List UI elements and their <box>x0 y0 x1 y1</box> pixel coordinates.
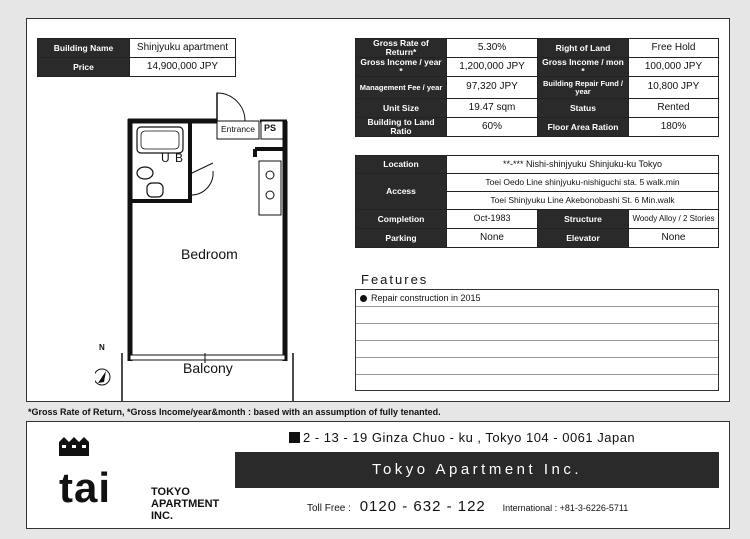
status: Rented <box>629 99 719 118</box>
gross-income-year: 1,200,000 JPY <box>447 58 538 77</box>
features-box <box>355 289 719 391</box>
entrance-door-swing <box>217 93 245 121</box>
international-number: International : +81-3-6226-5711 <box>502 503 629 513</box>
location: **-*** Nishi-shinjyuku Shinjuku-ku Tokyo <box>447 156 719 174</box>
far-label: Floor Area Ration <box>538 118 629 137</box>
far: 180% <box>629 118 719 137</box>
bath-door-swing <box>192 163 213 195</box>
stove <box>266 171 274 179</box>
btl-ratio: 60% <box>447 118 538 137</box>
feature-empty-row <box>356 341 718 358</box>
specs-table <box>355 38 719 137</box>
repair-fund: 10,800 JPY <box>629 77 719 99</box>
footnote: *Gross Rate of Return, *Gross Income/year&month : based with an assumption of fully tenanted. <box>28 407 441 417</box>
unit-size: 19.47 sqm <box>447 99 538 118</box>
summary-table <box>37 38 236 77</box>
right-of-land: Free Hold <box>629 39 719 58</box>
toll-free-number: 0120 - 632 - 122 <box>359 498 486 515</box>
ps-label: PS <box>264 123 277 133</box>
feature-text: Repair construction in 2015 <box>371 293 481 303</box>
feature-empty-row <box>356 324 718 341</box>
gross-income-mon: 100,000 JPY <box>629 58 719 77</box>
brand-name: TOKYO APARTMENT INC. <box>151 486 220 522</box>
toilet <box>147 183 163 197</box>
feature-item <box>356 290 718 307</box>
elevator-label: Elevator <box>538 229 629 248</box>
building-name-label: Building Name <box>38 39 130 58</box>
buildings-icon <box>59 436 89 456</box>
north-label: N <box>99 343 105 352</box>
bedroom-label: Bedroom <box>181 246 238 262</box>
unit-size-label: Unit Size <box>356 99 447 118</box>
logo-text: tai <box>59 464 112 511</box>
access-line-1: Toei Oedo Line shinjyuku-nishiguchi sta. 5 walk.min <box>447 174 719 192</box>
toll-free-label: Toll Free : <box>307 503 351 514</box>
mgmt-fee-label: Management Fee / year <box>356 77 447 99</box>
balcony-label: Balcony <box>183 360 233 376</box>
ub-label: U B <box>161 151 185 165</box>
btl-ratio-label: Building to Land Ratio <box>356 118 447 137</box>
completion-label: Completion <box>356 210 447 229</box>
gross-rate-label: Gross Rate of Return* <box>356 39 447 58</box>
status-label: Status <box>538 99 629 118</box>
structure-label: Structure <box>538 210 629 229</box>
feature-empty-row <box>356 307 718 324</box>
repair-fund-label: Building Repair Fund / year <box>538 77 629 99</box>
contact-info <box>307 498 628 515</box>
kitchen-wall <box>255 149 287 157</box>
company-name-bar: Tokyo Apartment Inc. <box>235 452 719 488</box>
completion: Oct-1983 <box>447 210 538 229</box>
building-name: Shinjyuku apartment <box>130 39 236 58</box>
elevator: None <box>629 229 719 248</box>
address <box>289 430 635 445</box>
access-label: Access <box>356 174 447 210</box>
gross-income-year-label: Gross Income / year * <box>356 58 447 77</box>
right-of-land-label: Right of Land <box>538 39 629 58</box>
company-footer <box>26 421 730 529</box>
mgmt-fee: 97,320 JPY <box>447 77 538 99</box>
structure: Woody Alloy / 2 Stories <box>629 210 719 229</box>
washbasin <box>137 167 153 179</box>
price-label: Price <box>38 58 130 77</box>
listing-sheet <box>26 18 730 402</box>
entrance-label: Entrance <box>221 124 256 134</box>
access-line-2: Toei Shinjyuku Line Akebonobashi St. 6 Min.walk <box>447 192 719 210</box>
price: 14,900,000 JPY <box>130 58 236 77</box>
square-bullet-icon <box>289 432 300 443</box>
parking-label: Parking <box>356 229 447 248</box>
kitchen-counter <box>259 161 281 215</box>
location-label: Location <box>356 156 447 174</box>
compass-icon <box>95 369 110 385</box>
features-title: Features <box>361 272 429 287</box>
feature-empty-row <box>356 358 718 375</box>
parking: None <box>447 229 538 248</box>
feature-empty-row <box>356 375 718 392</box>
gross-income-mon-label: Gross Income / mon * <box>538 58 629 77</box>
details-table <box>355 155 719 248</box>
address-text: 2 - 13 - 19 Ginza Chuo - ku , Tokyo 104 - 0061 Japan <box>303 430 636 445</box>
bullet-icon <box>360 295 367 302</box>
gross-rate: 5.30% <box>447 39 538 58</box>
